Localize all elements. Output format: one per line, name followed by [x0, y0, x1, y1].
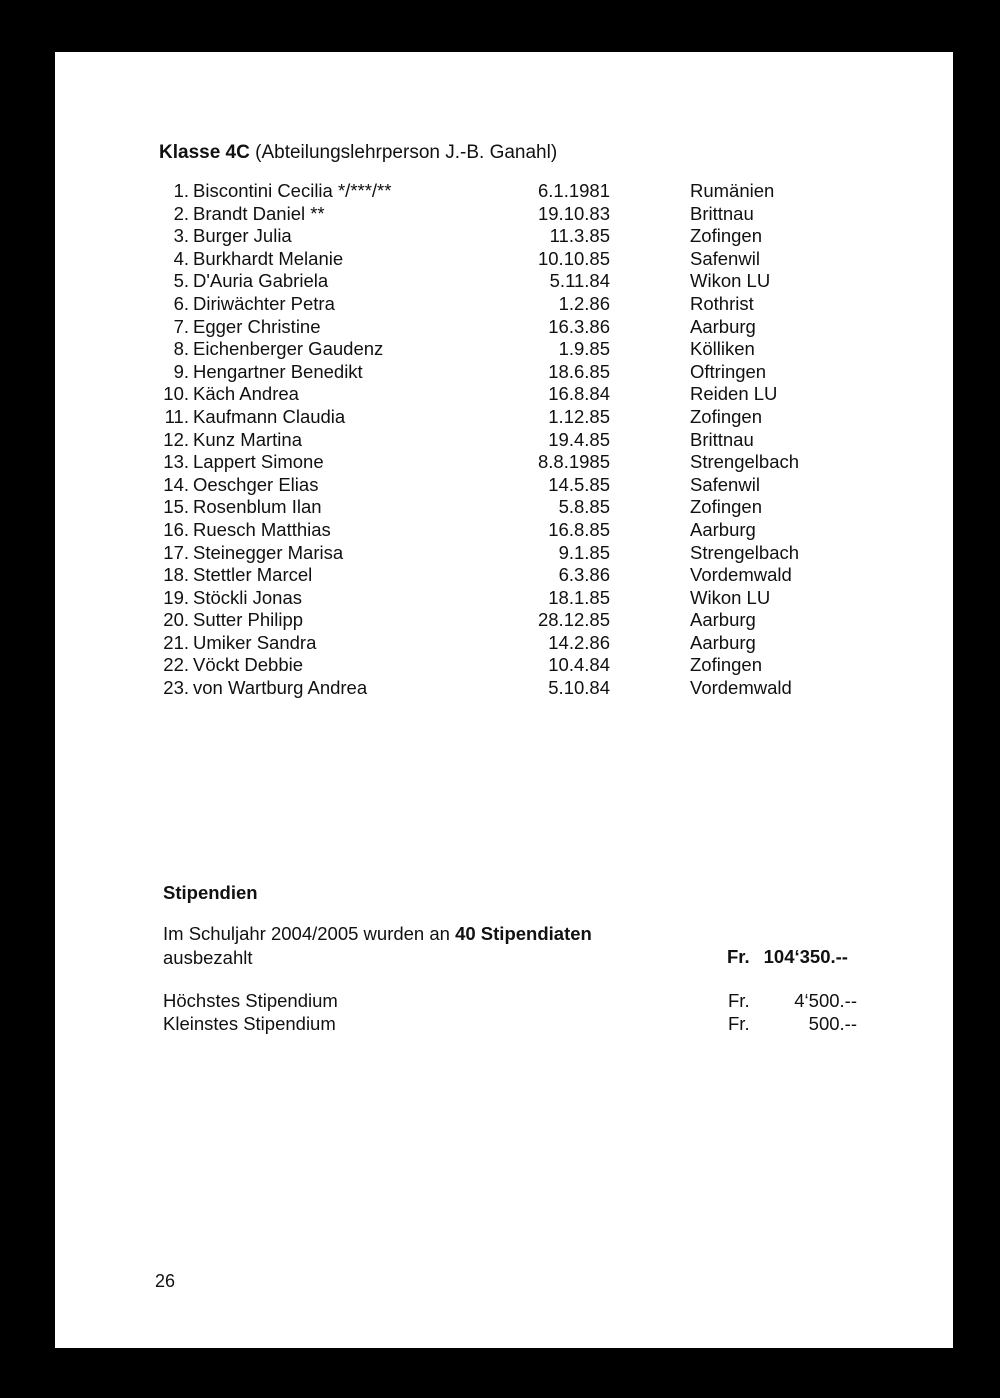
student-number: 17. — [163, 541, 189, 563]
student-number: 7. — [173, 315, 189, 337]
student-birthdate: 14.2.86 — [548, 631, 610, 653]
student-row — [145, 609, 845, 632]
student-row — [145, 654, 845, 677]
student-row — [145, 383, 845, 406]
student-birthdate: 16.8.84 — [548, 383, 610, 405]
student-hometown: Brittnau — [690, 428, 754, 450]
student-birthdate: 5.8.85 — [558, 496, 610, 518]
student-birthdate: 10.4.84 — [548, 654, 610, 676]
stipendien-text — [163, 922, 643, 970]
student-name: Käch Andrea — [193, 383, 299, 405]
max-stipendium-label: Höchstes Stipendium — [163, 990, 338, 1011]
student-number: 1. — [173, 180, 189, 201]
student-hometown: Vordemwald — [690, 564, 792, 586]
student-name: Brandt Daniel ** — [193, 202, 325, 224]
student-name: Eichenberger Gaudenz — [193, 338, 384, 360]
student-hometown: Strengelbach — [690, 541, 800, 563]
stipendien-count: 40 Stipendiaten — [455, 923, 592, 944]
student-hometown: Aarburg — [690, 631, 756, 653]
student-name: Biscontini Cecilia */***/** — [193, 180, 392, 201]
student-name: Sutter Philipp — [193, 609, 304, 631]
class-heading — [159, 142, 557, 164]
student-row — [145, 180, 845, 203]
student-name: Oeschger Elias — [193, 473, 319, 495]
stipendien-text-prefix: Im Schuljahr 2004/2005 wurden an — [163, 923, 456, 944]
student-row — [145, 542, 845, 565]
student-hometown: Aarburg — [690, 609, 756, 631]
student-name: Umiker Sandra — [193, 631, 317, 653]
student-row — [145, 587, 845, 610]
stipendien-total — [727, 946, 848, 968]
student-hometown: Rumänien — [690, 180, 775, 201]
student-row — [145, 429, 845, 452]
student-hometown: Strengelbach — [690, 451, 800, 473]
student-name: Kunz Martina — [193, 428, 302, 450]
student-row — [145, 677, 845, 700]
student-birthdate: 19.4.85 — [548, 428, 610, 450]
student-birthdate: 6.1.1981 — [537, 180, 610, 201]
student-number: 5. — [173, 270, 189, 292]
max-stipendium-currency: Fr. — [728, 990, 750, 1011]
student-hometown: Wikon LU — [690, 586, 771, 608]
student-hometown: Reiden LU — [690, 383, 778, 405]
student-row — [145, 225, 845, 248]
student-birthdate: 11.3.85 — [549, 225, 610, 247]
student-hometown: Zofingen — [690, 225, 762, 247]
student-number: 13. — [163, 451, 189, 473]
student-birthdate: 16.3.86 — [548, 315, 610, 337]
student-hometown: Safenwil — [690, 473, 760, 495]
student-name: Burkhardt Melanie — [193, 247, 344, 269]
student-row — [145, 451, 845, 474]
student-birthdate: 16.8.85 — [548, 518, 610, 540]
student-name: Stöckli Jonas — [193, 586, 302, 608]
student-number: 23. — [163, 677, 189, 699]
student-name: Diriwächter Petra — [193, 292, 335, 314]
student-number: 20. — [163, 609, 189, 631]
stipendien-total-currency: Fr. — [727, 946, 750, 967]
min-stipendium-amount: 500.-- — [808, 1013, 857, 1034]
student-number: 12. — [163, 428, 189, 450]
student-number: 6. — [173, 292, 189, 314]
class-heading-bold: Klasse 4C — [159, 142, 250, 163]
student-name: Lappert Simone — [193, 451, 324, 473]
document-page — [55, 52, 953, 1348]
min-stipendium-currency: Fr. — [728, 1013, 750, 1034]
student-name: Rosenblum Ilan — [193, 496, 322, 518]
student-name: Ruesch Matthias — [193, 518, 331, 540]
class-heading-teacher: (Abteilungslehrperson J.-B. Ganahl) — [249, 142, 558, 163]
student-hometown: Safenwil — [690, 247, 760, 269]
student-row — [145, 564, 845, 587]
student-row — [145, 293, 845, 316]
student-hometown: Aarburg — [690, 315, 756, 337]
student-row — [145, 519, 845, 542]
student-hometown: Rothrist — [690, 292, 754, 314]
page-number: 26 — [155, 1271, 176, 1291]
student-hometown: Zofingen — [690, 405, 762, 427]
student-number: 19. — [163, 586, 189, 608]
student-birthdate: 9.1.85 — [558, 541, 610, 563]
student-hometown: Zofingen — [690, 654, 762, 676]
student-birthdate: 14.5.85 — [548, 473, 610, 495]
student-number: 10. — [163, 383, 189, 405]
student-name: Egger Christine — [193, 315, 321, 337]
student-number: 16. — [163, 518, 189, 540]
student-name: Burger Julia — [193, 225, 292, 247]
student-number: 2. — [173, 202, 189, 224]
student-number: 22. — [163, 654, 189, 676]
student-hometown: Kölliken — [690, 338, 755, 360]
student-birthdate: 18.1.85 — [548, 586, 610, 608]
stipendien-title: Stipendien — [163, 882, 258, 903]
student-row — [145, 632, 845, 655]
student-birthdate: 8.8.1985 — [537, 451, 610, 473]
student-row — [145, 361, 845, 384]
student-number: 15. — [163, 496, 189, 518]
student-row — [145, 406, 845, 429]
student-row — [145, 474, 845, 497]
stipendien-total-amount: 104‘350.-- — [763, 946, 848, 967]
student-hometown: Oftringen — [690, 360, 767, 382]
student-birthdate: 6.3.86 — [558, 564, 610, 586]
student-number: 18. — [163, 564, 189, 586]
student-row — [145, 203, 845, 226]
student-name: Stettler Marcel — [193, 564, 313, 586]
student-row — [145, 248, 845, 271]
student-number: 3. — [173, 225, 189, 247]
student-hometown: Zofingen — [690, 496, 762, 518]
student-hometown: Wikon LU — [690, 270, 771, 292]
student-number: 11. — [164, 405, 189, 427]
student-birthdate: 1.12.85 — [548, 405, 610, 427]
student-birthdate: 1.9.85 — [558, 338, 610, 360]
student-number: 14. — [163, 473, 189, 495]
student-list — [145, 180, 845, 700]
student-row — [145, 316, 845, 339]
student-name: Steinegger Marisa — [193, 541, 344, 563]
min-stipendium-label: Kleinstes Stipendium — [163, 1013, 336, 1034]
student-birthdate: 5.10.84 — [548, 677, 610, 699]
student-birthdate: 28.12.85 — [537, 609, 610, 631]
student-hometown: Aarburg — [690, 518, 756, 540]
max-stipendium-amount: 4‘500.-- — [794, 990, 857, 1011]
student-name: D'Auria Gabriela — [193, 270, 329, 292]
student-number: 21. — [163, 631, 189, 653]
student-number: 4. — [173, 247, 189, 269]
student-number: 8. — [173, 338, 189, 360]
student-number: 9. — [173, 360, 189, 382]
stipendien-text-suffix: ausbezahlt — [163, 947, 253, 968]
student-name: Kaufmann Claudia — [193, 405, 346, 427]
student-birthdate: 19.10.83 — [537, 202, 610, 224]
student-name: von Wartburg Andrea — [193, 677, 368, 699]
student-hometown: Vordemwald — [690, 677, 792, 699]
student-name: Vöckt Debbie — [193, 654, 304, 676]
student-birthdate: 10.10.85 — [537, 247, 610, 269]
student-row — [145, 338, 845, 361]
student-row — [145, 496, 845, 519]
student-row — [145, 270, 845, 293]
student-birthdate: 18.6.85 — [548, 360, 610, 382]
student-birthdate: 1.2.86 — [558, 292, 610, 314]
student-name: Hengartner Benedikt — [193, 360, 363, 382]
student-hometown: Brittnau — [690, 202, 754, 224]
student-birthdate: 5.11.84 — [549, 270, 610, 292]
